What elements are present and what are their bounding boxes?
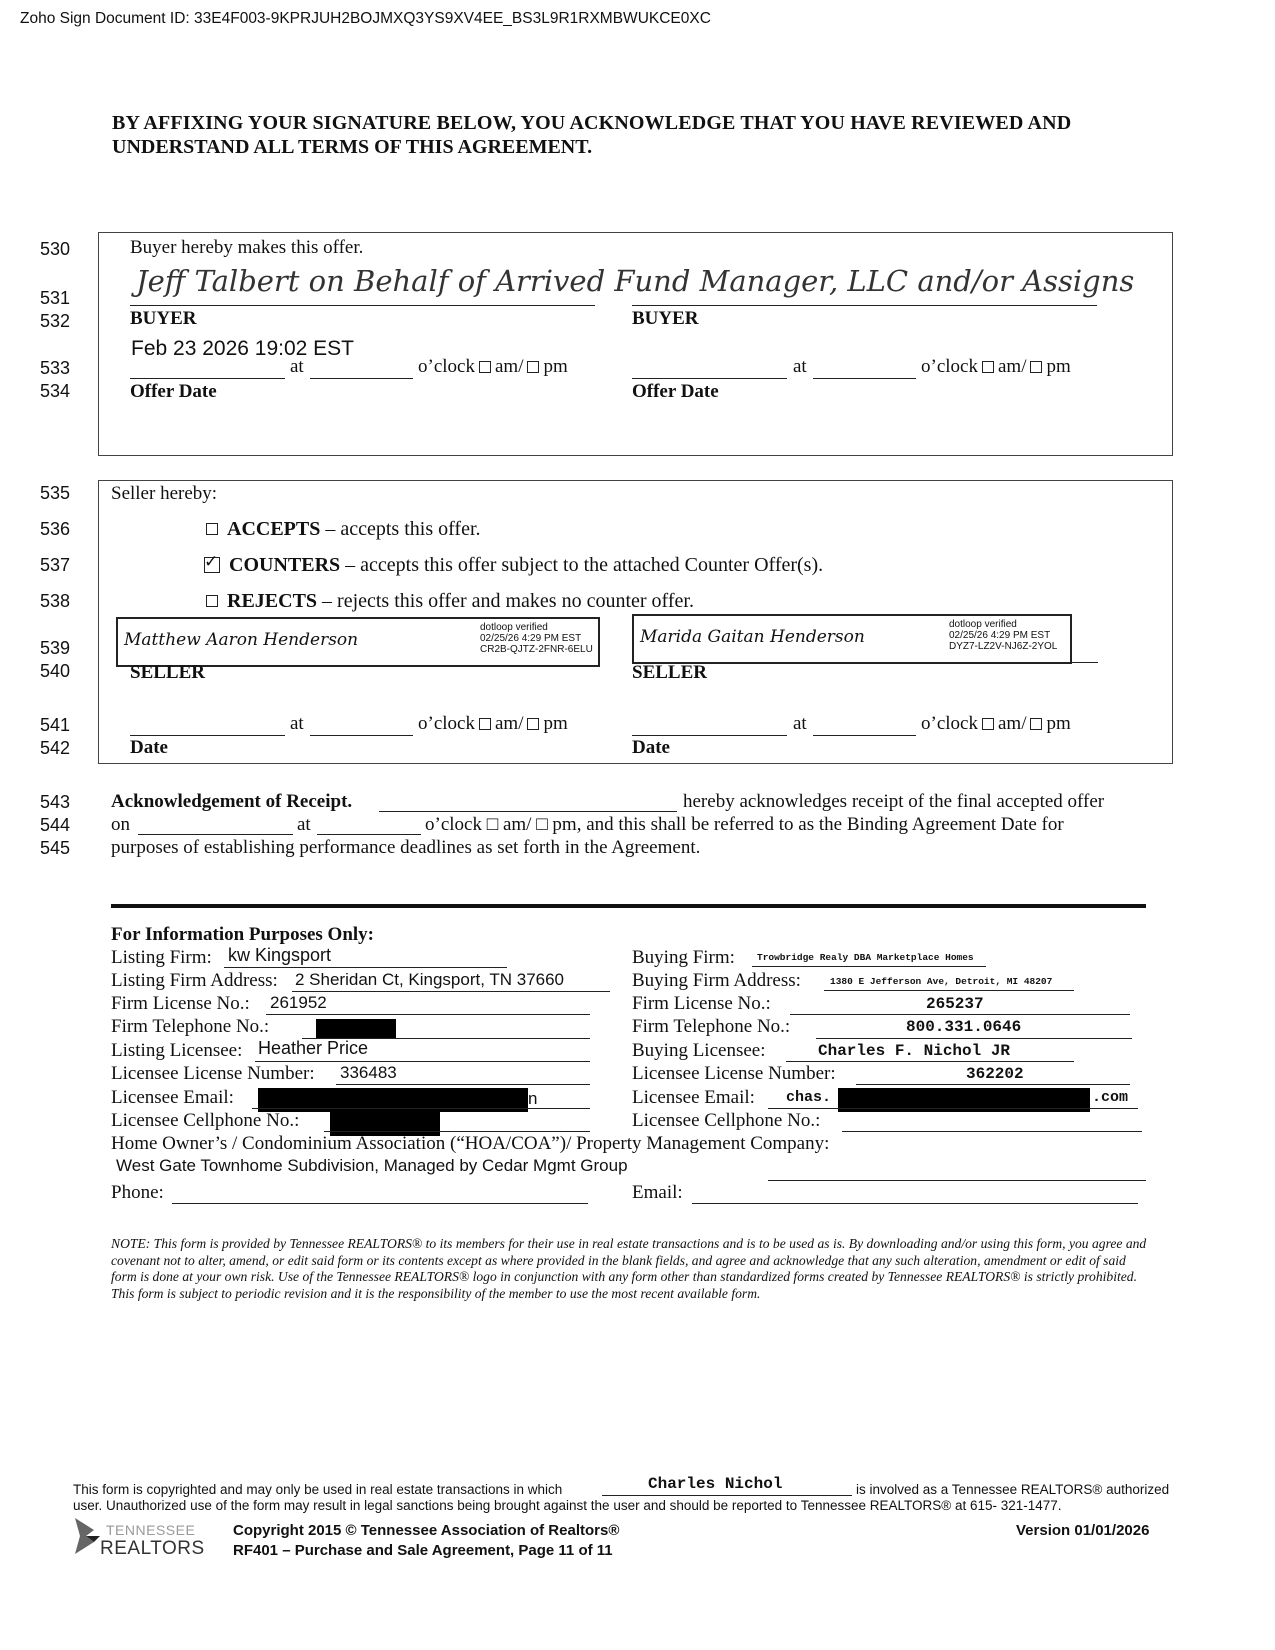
seller-label: SELLER bbox=[130, 662, 205, 683]
receipt-on: on bbox=[111, 814, 130, 835]
footer-form-name: RF401 – Purchase and Sale Agreement, Page 11 of 11 bbox=[233, 1542, 613, 1559]
b-firm-phone-line bbox=[816, 1038, 1132, 1039]
receipt-time-field[interactable] bbox=[317, 834, 421, 835]
offer-date-field-2[interactable] bbox=[632, 378, 787, 379]
line-number: 545 bbox=[40, 838, 71, 858]
hoa-line bbox=[768, 1180, 1146, 1181]
hoa-label: Home Owner’s / Condominium Association (“HOA/COA”)/ Property Management Company: bbox=[111, 1133, 830, 1154]
b-email-tail: .com bbox=[1092, 1089, 1129, 1106]
b-licensee-cell-line bbox=[842, 1131, 1142, 1132]
receipt-text-3: purposes of establishing performance deadlines as set forth in the Agreement. bbox=[111, 837, 701, 858]
licensee-email-label: Licensee Email: bbox=[111, 1087, 234, 1108]
seller-2-signature: Marida Gaitan Henderson bbox=[640, 627, 865, 647]
seller-time-field[interactable] bbox=[310, 735, 413, 736]
firm-license-value: 261952 bbox=[270, 993, 327, 1012]
footer-copyright-text-1: This form is copyrighted and may only be used in real estate transactions in which bbox=[73, 1482, 563, 1497]
footer-licensee-line bbox=[602, 1495, 852, 1496]
buying-licensee-label: Buying Licensee: bbox=[632, 1040, 766, 1061]
offer-time-field-2[interactable] bbox=[813, 378, 916, 379]
buyer-label: BUYER bbox=[130, 308, 197, 329]
b-licensee-number-value: 362202 bbox=[966, 1065, 1024, 1083]
email-label: Email: bbox=[632, 1182, 683, 1203]
b-licensee-email-label: Licensee Email: bbox=[632, 1087, 755, 1108]
hoa-value: West Gate Townhome Subdivision, Managed by Cedar Mgmt Group bbox=[116, 1156, 628, 1175]
line-number: 532 bbox=[40, 311, 71, 331]
receipt-text-2: o’clock □ am/ □ pm, and this shall be referred to as the Binding Agreement Date for bbox=[425, 814, 1064, 835]
listing-firm-value: kw Kingsport bbox=[228, 945, 332, 965]
at-label: at bbox=[793, 356, 807, 377]
pm-checkbox[interactable] bbox=[1030, 361, 1042, 373]
seller-time-field-2[interactable] bbox=[813, 735, 916, 736]
buying-addr-label: Buying Firm Address: bbox=[632, 970, 801, 991]
footer-copyright: Copyright 2015 © Tennessee Association of Realtors® bbox=[233, 1522, 620, 1539]
line-number: 544 bbox=[40, 815, 71, 835]
line-number: 539 bbox=[40, 638, 71, 658]
buying-licensee-line bbox=[786, 1061, 1074, 1062]
listing-licensee-value: Heather Price bbox=[258, 1038, 369, 1058]
line-number: 538 bbox=[40, 591, 71, 611]
buyer-signature-line-1[interactable] bbox=[130, 305, 595, 306]
buying-firm-value: Trowbridge Realy DBA Marketplace Homes bbox=[757, 952, 974, 963]
counters-option: ✓ COUNTERS – accepts this offer subject to the attached Counter Offer(s). bbox=[204, 551, 824, 576]
disclaimer-note: NOTE: This form is provided by Tennessee REALTORS® to its members for their use in real estate transactions and is to be used as is. By downloading and/or using this form, you agree and covenant not to alter, amend, or edit said form or its contents except as where provided in the blank fields, and agree and acknowledge that any such alteration, amendment or edit of said form is done at your own risk. Use of the Tennessee REALTORS® logo in conjunction with any form other than standardized forms created by Tennessee REALTORS® is strictly prohibited. This form is subject to periodic revision and it is the responsibility of the member to use the most recent available form. bbox=[111, 1236, 1147, 1301]
firm-license-line bbox=[266, 1014, 590, 1015]
at-label: at bbox=[793, 713, 807, 734]
listing-firm-line bbox=[224, 967, 507, 968]
seller-2-dotloop-stamp: dotloop verified 02/25/26 4:29 PM EST DYZ7-LZ2V-NJ6Z-2YOL bbox=[949, 619, 1058, 652]
seller-date-field[interactable] bbox=[130, 735, 285, 736]
offer-date-field[interactable] bbox=[130, 378, 285, 379]
seller-1-dotloop-stamp: dotloop verified 02/25/26 4:29 PM EST CR2B-QJTZ-2FNR-6ELU bbox=[480, 622, 593, 655]
am-checkbox[interactable] bbox=[982, 718, 994, 730]
line-number: 543 bbox=[40, 792, 71, 812]
seller-label: SELLER bbox=[632, 662, 707, 683]
counters-checkbox[interactable] bbox=[204, 551, 220, 573]
at-label: at bbox=[290, 713, 304, 734]
b-firm-phone-value: 800.331.0646 bbox=[906, 1018, 1022, 1036]
date-label: Date bbox=[632, 737, 670, 758]
receipt-text-1: hereby acknowledges receipt of the final accepted offer bbox=[683, 791, 1105, 812]
accepts-checkbox[interactable] bbox=[206, 523, 218, 535]
line-number: 534 bbox=[40, 381, 71, 401]
redacted-firm-phone bbox=[316, 1019, 396, 1039]
offer-date-label: Offer Date bbox=[632, 381, 719, 402]
section-divider bbox=[111, 904, 1146, 908]
buying-firm-label: Buying Firm: bbox=[632, 947, 735, 968]
check-mark-icon: ✓ bbox=[204, 551, 219, 572]
b-licensee-number-line bbox=[856, 1084, 1130, 1085]
firm-license-label: Firm License No.: bbox=[111, 993, 250, 1014]
line-number: 540 bbox=[40, 661, 71, 681]
logo-text-bottom: REALTORS bbox=[100, 1538, 205, 1559]
b-firm-license-label: Firm License No.: bbox=[632, 993, 771, 1014]
b-licensee-email-line bbox=[768, 1108, 1138, 1109]
licensee-email-line bbox=[252, 1108, 590, 1109]
licensee-number-line bbox=[336, 1084, 590, 1085]
line-number: 542 bbox=[40, 738, 71, 758]
firm-phone-label: Firm Telephone No.: bbox=[111, 1016, 270, 1037]
offer-date-label: Offer Date bbox=[130, 381, 217, 402]
offer-time-field[interactable] bbox=[310, 378, 413, 379]
licensee-cell-line bbox=[324, 1131, 590, 1132]
buyer-signature: Jeff Talbert on Behalf of Arrived Fund Manager, LLC and/or Assigns bbox=[136, 264, 1135, 298]
line-number: 536 bbox=[40, 519, 71, 539]
footer-copyright-text-2: is involved as a Tennessee REALTORS® authorized bbox=[856, 1482, 1170, 1497]
buying-licensee-value: Charles F. Nichol JR bbox=[818, 1042, 1011, 1060]
buying-firm-line bbox=[752, 966, 986, 967]
seller-1-signature-box[interactable] bbox=[116, 617, 600, 667]
licensee-number-value: 336483 bbox=[340, 1063, 397, 1082]
pm-checkbox[interactable] bbox=[527, 361, 539, 373]
buying-addr-value: 1380 E Jefferson Ave, Detroit, MI 48207 bbox=[830, 976, 1053, 987]
am-checkbox[interactable] bbox=[982, 361, 994, 373]
buying-addr-line bbox=[824, 990, 1074, 991]
pm-checkbox[interactable] bbox=[527, 718, 539, 730]
b-licensee-number-label: Licensee License Number: bbox=[632, 1063, 836, 1084]
licensee-email-tail: n bbox=[528, 1089, 538, 1108]
receipt-date-field[interactable] bbox=[138, 834, 293, 835]
offer-timestamp: Feb 23 2026 19:02 EST bbox=[131, 337, 354, 360]
rejects-option: REJECTS – rejects this offer and makes no counter offer. bbox=[202, 590, 694, 613]
date-label: Date bbox=[130, 737, 168, 758]
oclock-label: o’clock am/ pm bbox=[418, 713, 568, 734]
line-number: 537 bbox=[40, 555, 71, 575]
info-heading: For Information Purposes Only: bbox=[111, 924, 375, 945]
at-label: at bbox=[290, 356, 304, 377]
b-firm-phone-label: Firm Telephone No.: bbox=[632, 1016, 791, 1037]
line-number: 541 bbox=[40, 715, 71, 735]
licensee-cell-label: Licensee Cellphone No.: bbox=[111, 1110, 300, 1131]
line-number: 533 bbox=[40, 358, 71, 378]
listing-addr-line bbox=[292, 991, 610, 992]
licensee-number-label: Licensee License Number: bbox=[111, 1063, 315, 1084]
hoa-email-field[interactable] bbox=[692, 1203, 1138, 1204]
tennessee-realtors-logo-icon bbox=[72, 1516, 102, 1556]
seller-2-signature-box[interactable] bbox=[632, 614, 1072, 664]
buyer-signature-line-2[interactable] bbox=[632, 305, 1097, 306]
logo-text-top: TENNESSEE bbox=[106, 1522, 196, 1538]
b-email-head: chas. bbox=[786, 1089, 832, 1106]
am-checkbox[interactable] bbox=[479, 361, 491, 373]
acknowledge-line-1: BY AFFIXING YOUR SIGNATURE BELOW, YOU ACKNOWLEDGE THAT YOU HAVE REVIEWED AND bbox=[112, 112, 1072, 134]
acknowledge-line-2: UNDERSTAND ALL TERMS OF THIS AGREEMENT. bbox=[112, 136, 593, 158]
oclock-label: o’clock am/ pm bbox=[921, 356, 1071, 377]
listing-licensee-line bbox=[255, 1061, 590, 1062]
seller-1-signature: Matthew Aaron Henderson bbox=[124, 630, 359, 650]
accepts-option: ACCEPTS – accepts this offer. bbox=[202, 518, 481, 541]
b-licensee-cell-label: Licensee Cellphone No.: bbox=[632, 1110, 821, 1131]
listing-addr-value: 2 Sheridan Ct, Kingsport, TN 37660 bbox=[295, 970, 565, 989]
listing-licensee-label: Listing Licensee: bbox=[111, 1040, 243, 1061]
hoa-phone-field[interactable] bbox=[172, 1203, 588, 1204]
oclock-label: o’clock am/ pm bbox=[418, 356, 568, 377]
footer-licensee-name: Charles Nichol bbox=[648, 1475, 783, 1493]
footer-copyright-text-3: user. Unauthorized use of the form may result in legal sanctions being brought against the user and should be reported to Tennessee REALTORS® at 615- 321-1477. bbox=[73, 1498, 1062, 1513]
line-number: 531 bbox=[40, 288, 71, 308]
oclock-label: o’clock am/ pm bbox=[921, 713, 1071, 734]
pm-checkbox[interactable] bbox=[1030, 718, 1042, 730]
receipt-party-field[interactable] bbox=[379, 811, 677, 812]
receipt-at: at bbox=[297, 814, 311, 835]
document-id: Zoho Sign Document ID: 33E4F003-9KPRJUH2BOJMXQ3YS9XV4EE_BS3L9R1RXMBWUKCE0XC bbox=[20, 10, 711, 27]
seller-intro: Seller hereby: bbox=[111, 483, 218, 504]
phone-label: Phone: bbox=[111, 1182, 164, 1203]
b-firm-license-value: 265237 bbox=[926, 995, 984, 1013]
line-number: 535 bbox=[40, 483, 71, 503]
listing-firm-label: Listing Firm: bbox=[111, 947, 212, 968]
rejects-checkbox[interactable] bbox=[206, 595, 218, 607]
seller-signature-line-tail bbox=[1070, 662, 1098, 663]
receipt-title: Acknowledgement of Receipt. bbox=[111, 791, 353, 812]
am-checkbox[interactable] bbox=[479, 718, 491, 730]
line-number: 530 bbox=[40, 239, 71, 259]
buyer-intro: Buyer hereby makes this offer. bbox=[130, 237, 364, 258]
listing-addr-label: Listing Firm Address: bbox=[111, 970, 278, 991]
buyer-label: BUYER bbox=[632, 308, 699, 329]
footer-version: Version 01/01/2026 bbox=[1016, 1522, 1150, 1539]
b-firm-license-line bbox=[790, 1014, 1130, 1015]
seller-date-field-2[interactable] bbox=[632, 735, 787, 736]
